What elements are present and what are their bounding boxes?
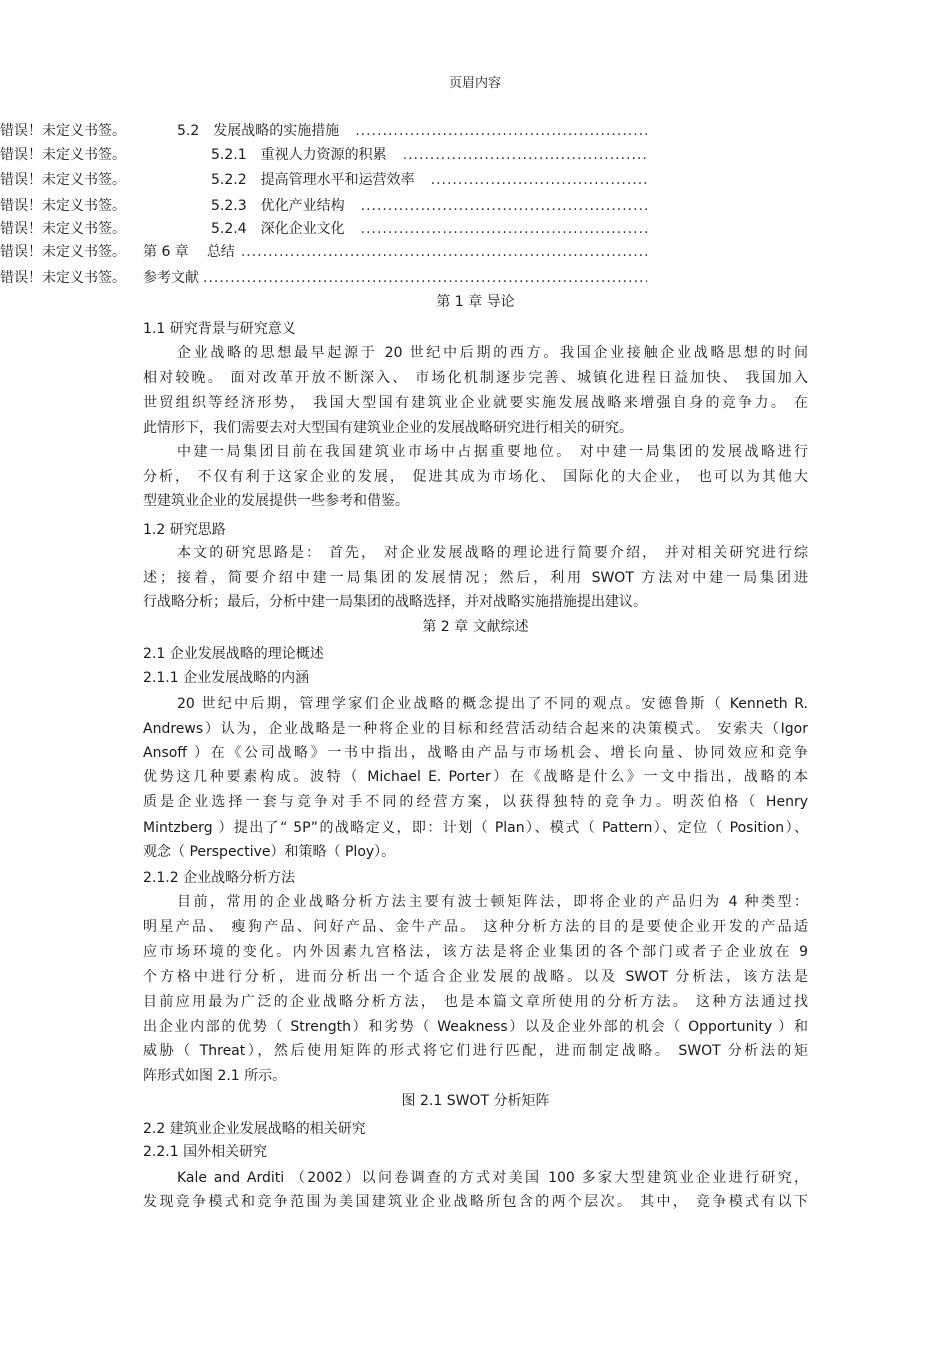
toc-number: 5.2 — [177, 123, 200, 139]
toc-title: 重视人力资源的积累 — [260, 147, 387, 163]
paragraph-line: 相对较晚。 面对改革开放不断深入、 市场化机制逐步完善、城镇化进程日益加快、 我国加入 — [143, 370, 808, 386]
toc-number: 参考文献 — [143, 270, 199, 286]
figure-caption: 图 2.1 SWOT 分析矩阵 — [401, 1093, 550, 1109]
toc-title: 优化产业结构 — [260, 198, 345, 214]
toc-title: 深化企业文化 — [260, 221, 345, 237]
paragraph-line: Kale and Arditi （2002）以问卷调查的方式对美国 100 多家大型建筑业企业进行研究， — [177, 1170, 808, 1186]
toc-leader — [355, 120, 647, 142]
paragraph-line: 企业战略的思想最早起源于 20 世纪中后期的西方。我国企业接触企业战略思想的时间 — [177, 345, 808, 361]
subsection-heading: 2.1.2 企业战略分析方法 — [143, 870, 296, 886]
toc-number: 5.2.2 — [211, 172, 247, 188]
paragraph-line: 质是企业选择一套与竞争对手不同的经营方案，以获得独特的竞争力。明茨伯格（ Henry — [143, 794, 808, 810]
toc-entry[interactable] — [211, 218, 657, 240]
section-heading: 1.1 研究背景与研究意义 — [143, 321, 296, 337]
paragraph-line: 应市场环境的变化。内外因素九宫格法，该方法是将企业集团的各个部门或者子企业放在 9 — [143, 944, 808, 960]
chapter-title: 第 2 章 文献综述 — [422, 619, 529, 635]
toc-page-ref: 错误！未定义书签。 — [0, 221, 126, 237]
chapter-title: 第 1 章 导论 — [436, 294, 515, 310]
paragraph-line: 分析， 不仅有利于这家企业的发展， 促进其成为市场化、 国际化的大企业， 也可以为其他大 — [143, 469, 808, 485]
toc-number: 5.2.4 — [211, 221, 247, 237]
section-heading: 2.2 建筑业企业发展战略的相关研究 — [143, 1121, 366, 1137]
section-heading: 2.1 企业发展战略的理论概述 — [143, 646, 324, 662]
paragraph-line: 述；接着，简要介绍中建一局集团的发展情况；然后，利用 SWOT 方法对中建一局集团进 — [143, 570, 808, 586]
toc-page-ref: 错误！未定义书签。 — [0, 198, 126, 214]
toc-leader — [203, 267, 647, 289]
toc-entry[interactable] — [211, 144, 657, 166]
toc-page-ref: 错误！未定义书签。 — [0, 123, 126, 139]
toc-number: 5.2.1 — [211, 147, 247, 163]
toc-page-ref: 错误！未定义书签。 — [0, 172, 126, 188]
paragraph-line: 目前，常用的企业战略分析方法主要有波士顿矩阵法，即将企业的产品归为 4 种类型： — [177, 894, 808, 910]
paragraph-line: 世贸组织等经济形势， 我国大型国有建筑业企业就要实施发展战略来增强自身的竞争力。 在 — [143, 395, 808, 411]
toc-page-ref: 错误！未定义书签。 — [0, 147, 126, 163]
page-header: 页眉内容 — [448, 76, 501, 91]
toc-number: 5.2.3 — [211, 198, 247, 214]
toc-leader — [361, 218, 647, 240]
toc-entry[interactable] — [143, 241, 657, 263]
paragraph-line: 阵形式如图 2.1 所示。 — [143, 1068, 287, 1084]
toc-entry[interactable] — [177, 120, 657, 142]
paragraph-line: 威胁（ Threat），然后使用矩阵的形式将它们进行匹配，进而制定战略。 SWOT 分析法的矩 — [143, 1043, 808, 1059]
paragraph-line: 优势这几种要素构成。波特（ Michael E. Porter）在《战略是什么》一文中指出，战略的本 — [143, 769, 808, 785]
toc-title: 总结 — [206, 244, 235, 260]
paragraph-line: 明星产品、 瘦狗产品、问好产品、金牛产品。 这种分析方法的目的是要使企业开发的产品适 — [143, 919, 808, 935]
paragraph-line: 发现竞争模式和竞争范围为美国建筑业企业战略所包含的两个层次。 其中， 竞争模式有以下 — [143, 1194, 808, 1210]
toc-leader — [403, 144, 647, 166]
paragraph-line: 个方格中进行分析，进而分析出一个适合企业发展的战略。以及 SWOT 分析法，该方法是 — [143, 969, 808, 985]
paragraph-line: 观念（ Perspective）和策略（ Ploy）。 — [143, 844, 396, 860]
paragraph-line: 中建一局集团目前在我国建筑业市场中占据重要地位。 对中建一局集团的发展战略进行 — [177, 444, 808, 460]
toc-entry[interactable] — [211, 195, 657, 217]
paragraph-line: 出企业内部的优势（ Strength）和劣势（ Weakness）以及企业外部的机会（ Opportunity ）和 — [143, 1019, 808, 1035]
paragraph-line: 行战略分析；最后，分析中建一局集团的战略选择，并对战略实施措施提出建议。 — [143, 594, 647, 610]
toc-entry[interactable] — [143, 267, 657, 289]
paragraph-line: 本文的研究思路是： 首先， 对企业发展战略的理论进行简要介绍， 并对相关研究进行综 — [177, 545, 808, 561]
paragraph-line: 此情形下，我们需要去对大型国有建筑业企业的发展战略研究进行相关的研究。 — [143, 420, 633, 436]
toc-number: 第 6 章 — [143, 244, 189, 260]
subsection-heading: 2.1.1 企业发展战略的内涵 — [143, 670, 310, 686]
toc-page-ref: 错误！未定义书签。 — [0, 270, 126, 286]
section-heading: 1.2 研究思路 — [143, 522, 226, 538]
toc-title: 发展战略的实施措施 — [213, 123, 340, 139]
subsection-heading: 2.2.1 国外相关研究 — [143, 1144, 268, 1160]
paragraph-line: Mintzberg ）提出了“ 5P”的战略定义，即：计划（ Plan）、模式（ Pattern）、定位（ Position）、 — [143, 820, 808, 836]
toc-leader — [431, 169, 647, 191]
paragraph-line: 目前应用最为广泛的企业战略分析方法， 也是本篇文章所使用的分析方法。 这种方法通过找 — [143, 994, 808, 1010]
toc-leader — [241, 241, 647, 263]
toc-entry[interactable] — [211, 169, 657, 191]
paragraph-line: Ansoff ）在《公司战略》一书中指出，战略由产品与市场机会、增长向量、协同效应和竞争 — [143, 745, 808, 761]
paragraph-line: Andrews）认为，企业战略是一种将企业的目标和经营活动结合起来的决策模式。 安索夫（Igor — [143, 721, 808, 737]
paragraph-line: 20 世纪中后期，管理学家们企业战略的概念提出了不同的观点。安德鲁斯（ Kenneth R. — [177, 696, 808, 712]
toc-leader — [361, 195, 647, 217]
paragraph-line: 型建筑业企业的发展提供一些参考和借鉴。 — [143, 493, 409, 509]
toc-page-ref: 错误！未定义书签。 — [0, 244, 126, 260]
toc-title: 提高管理水平和运营效率 — [260, 172, 415, 188]
